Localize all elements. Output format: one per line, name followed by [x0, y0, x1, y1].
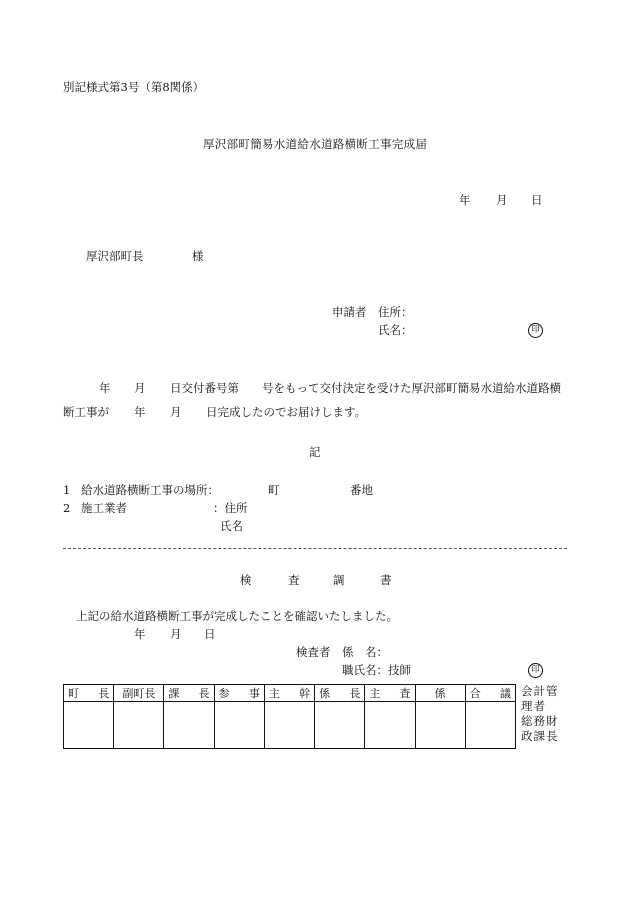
ki-heading: 記 — [309, 445, 321, 459]
item2-number: 2 — [63, 501, 71, 515]
approval-col-councillor: 参 事 — [214, 685, 264, 702]
stamp-cell — [365, 702, 415, 749]
inspection-date-year: 年 — [134, 627, 146, 641]
stamp-cell — [114, 702, 164, 749]
stamp-cell — [164, 702, 214, 749]
body-line1-rest: 号をもって交付決定を受けた厚沢部町簡易水道給水道路横 — [262, 381, 561, 395]
inspector-position-label: 係 名： — [342, 645, 388, 659]
applicant-seal-icon: 印 — [528, 323, 543, 338]
inspector-label: 検査者 — [296, 645, 331, 659]
side-note-line: 総務財 — [521, 714, 559, 728]
body-line2-month: 月 — [170, 405, 182, 419]
body-line2-rest: 日完成したのでお届けします。 — [206, 405, 367, 419]
approval-col-deputy-mayor: 副町長 — [114, 685, 164, 702]
inspection-title-char-3: 調 — [333, 573, 345, 587]
applicant-label: 申請者 — [332, 305, 367, 319]
side-note-line: 政課長 — [521, 729, 559, 743]
inspector-job-title-label: 職氏名：技師 — [342, 663, 411, 677]
body-line1-month: 月 — [134, 381, 146, 395]
date-month: 月 — [496, 193, 508, 207]
document-title: 厚沢部町簡易水道給水道路横断工事完成届 — [203, 137, 428, 151]
approval-col-mayor: 町 長 — [64, 685, 114, 702]
cut-line-divider — [63, 548, 567, 549]
applicant-name-label: 氏名： — [378, 323, 413, 337]
inspector-seal-icon: 印 — [528, 663, 543, 678]
item1-town: 町 — [268, 483, 280, 497]
inspection-date-day: 日 — [204, 627, 216, 641]
inspection-statement: 上記の給水道路横断工事が完成したことを確認いたしました。 — [76, 609, 398, 623]
body-line2-year: 年 — [134, 405, 146, 419]
applicant-address-label: 住所： — [378, 305, 413, 319]
approval-col-chief-officer: 主 幹 — [264, 685, 314, 702]
item1-label: 給水道路横断工事の場所： — [81, 483, 219, 497]
stamp-cell — [315, 702, 365, 749]
side-note-line: 会計管 — [521, 684, 559, 698]
approval-col-consultation: 合 議 — [465, 685, 515, 702]
item2-name-label: 氏名 — [220, 519, 243, 533]
approval-col-unit-chief: 係 長 — [315, 685, 365, 702]
body-line1-issue: 日交付番号第 — [170, 381, 239, 395]
inspection-title-char-2: 査 — [288, 573, 300, 587]
approval-side-note — [521, 684, 559, 744]
approval-header-row — [64, 685, 516, 702]
addressee-name: 厚沢部町長 — [86, 249, 144, 263]
date-year: 年 — [459, 193, 471, 207]
side-note-line: 理者 — [521, 699, 546, 713]
approval-stamp-row — [64, 702, 516, 749]
item2-address-label: ：住所 — [213, 501, 248, 515]
inspection-title-char-4: 書 — [380, 573, 392, 587]
approval-stamp-table — [63, 684, 516, 749]
item2-label: 施工業者 — [81, 501, 127, 515]
inspection-date-month: 月 — [170, 627, 182, 641]
stamp-cell — [264, 702, 314, 749]
inspection-title-char-1: 検 — [240, 573, 252, 587]
body-line1-year: 年 — [99, 381, 111, 395]
stamp-cell — [465, 702, 515, 749]
stamp-cell — [415, 702, 465, 749]
item1-lot: 番地 — [350, 483, 373, 497]
body-line2-start: 断工事が — [63, 405, 109, 419]
approval-col-inspector: 主 査 — [365, 685, 415, 702]
approval-col-section-chief: 課 長 — [164, 685, 214, 702]
addressee-honorific: 様 — [192, 249, 204, 263]
form-number: 別記様式第3号（第8関係） — [63, 80, 205, 94]
stamp-cell — [64, 702, 114, 749]
approval-col-staff: 係 — [415, 685, 465, 702]
stamp-cell — [214, 702, 264, 749]
date-day: 日 — [531, 193, 543, 207]
item1-number: 1 — [63, 483, 71, 497]
